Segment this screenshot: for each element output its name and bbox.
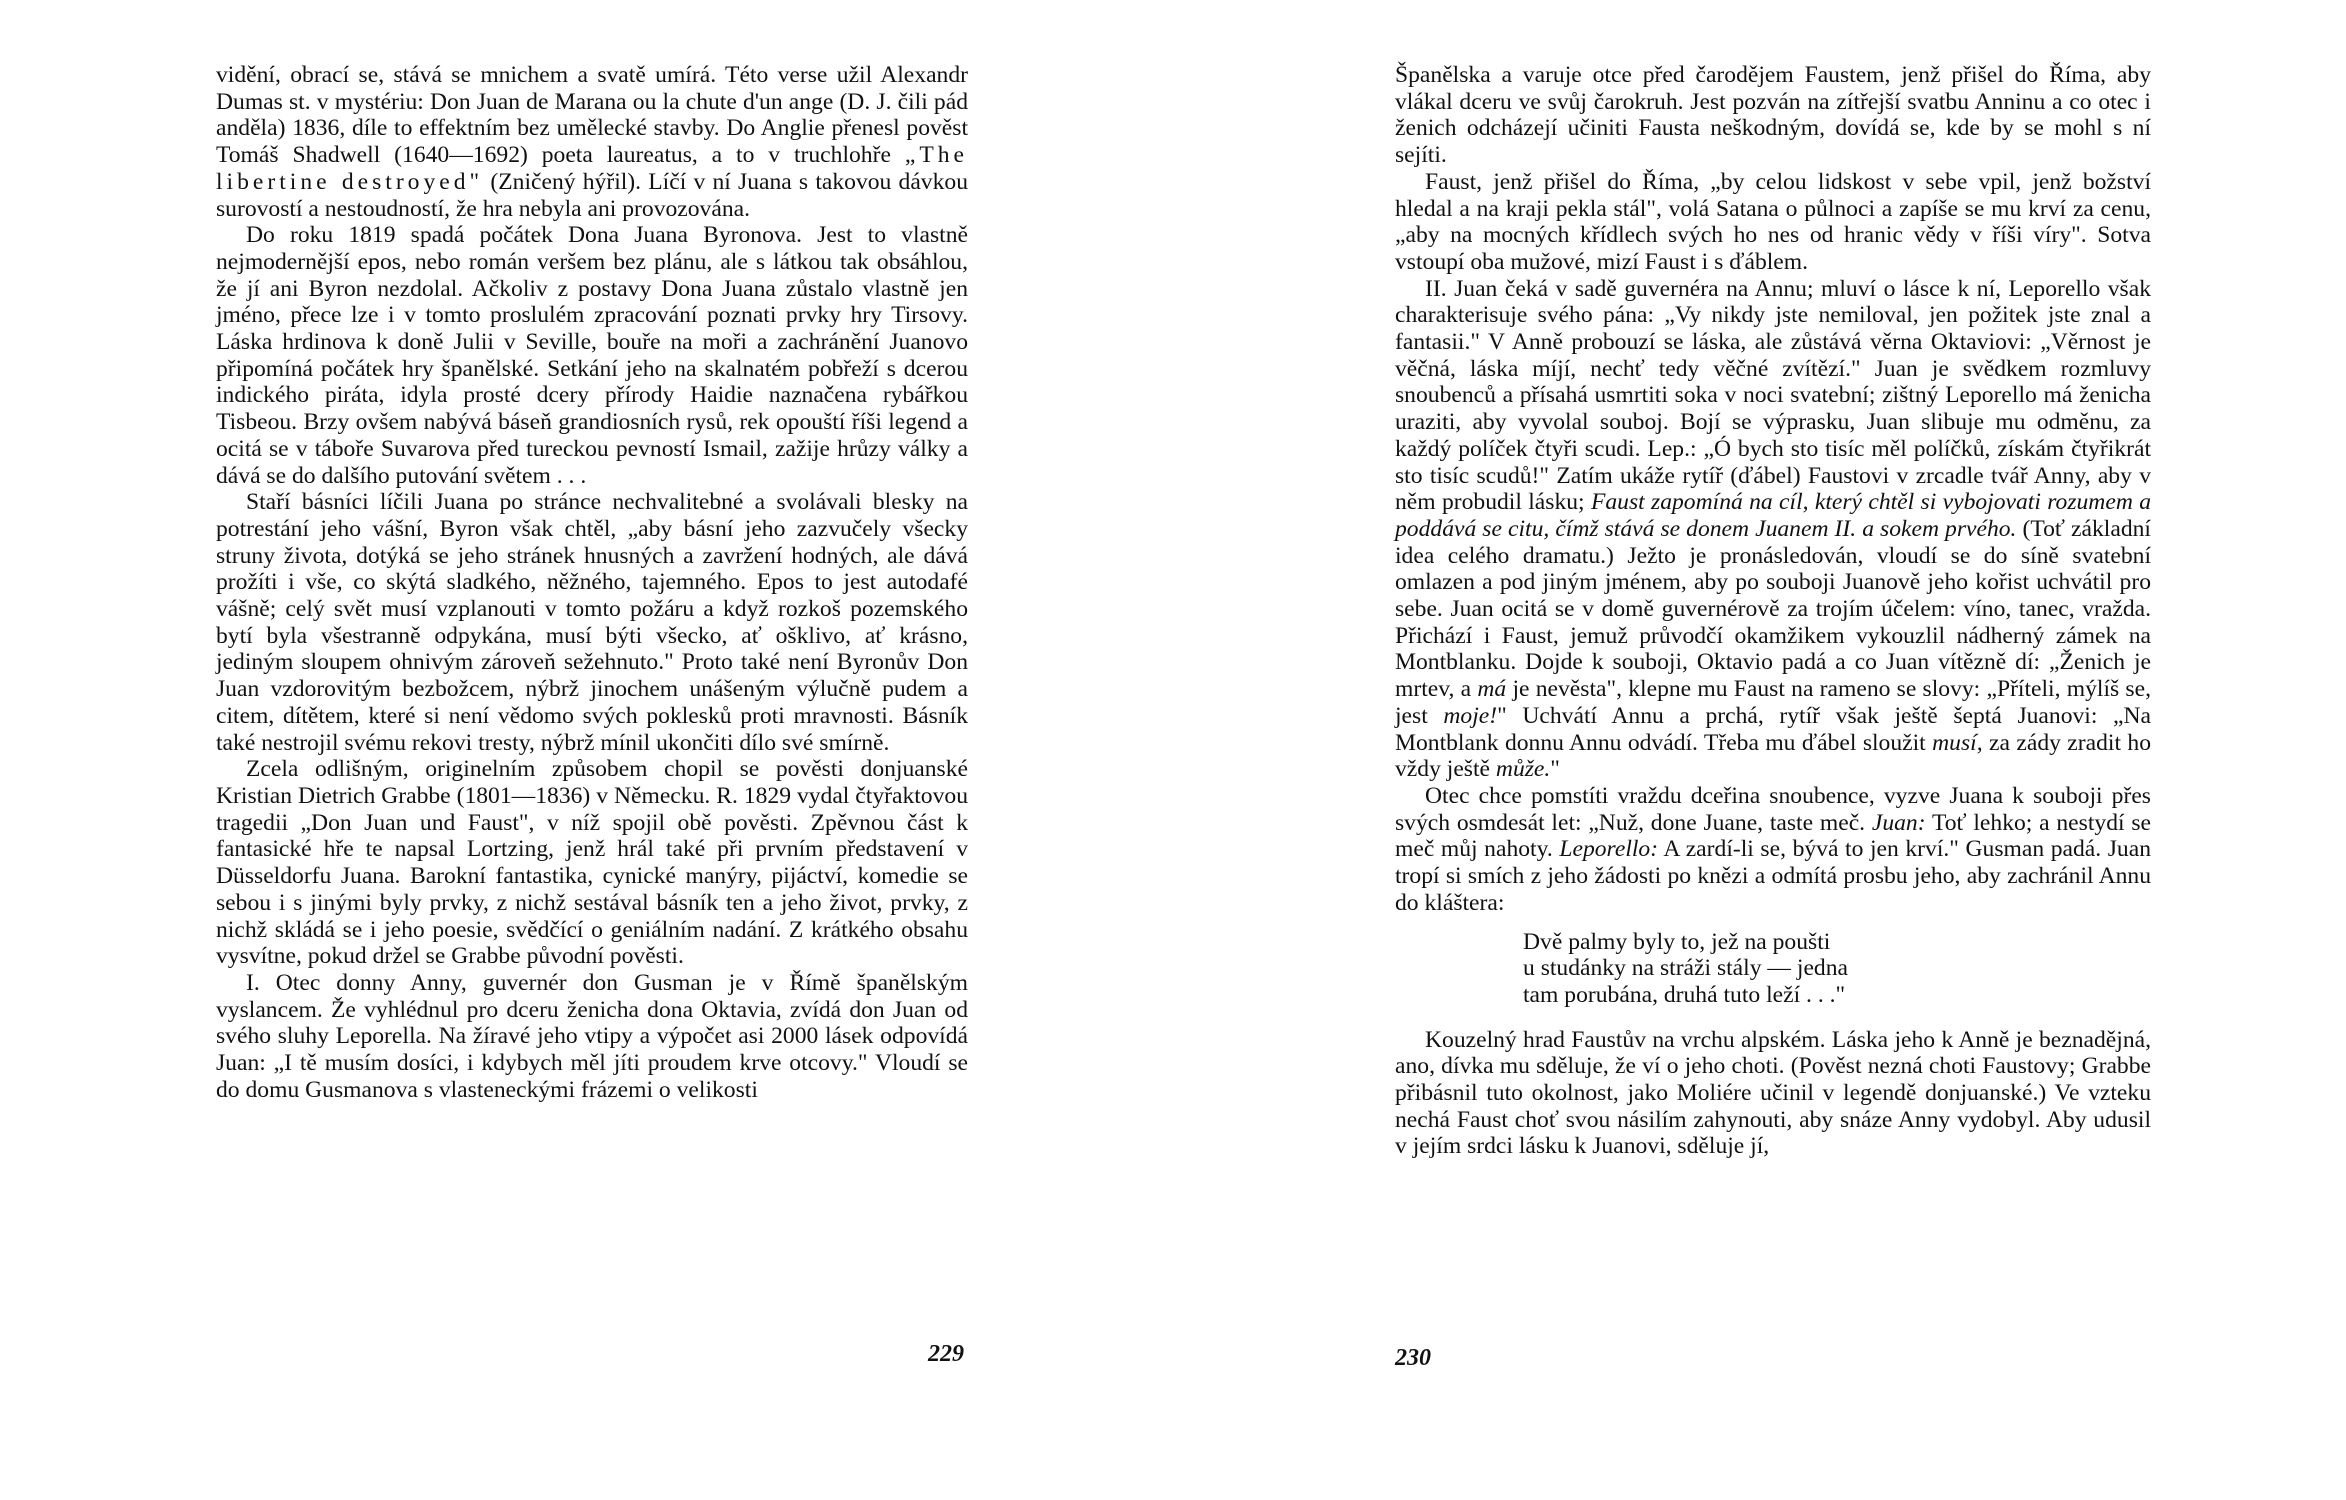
paragraph: Španělska a varuje otce před čarodějem Faustem, jenž přišel do Říma, aby vlákal dceru ve svůj čarokruh. Jest pozván na zítřejší svatbu Anninu a co otec i ženich odcházejí učiniti Fausta neškodným, dovídá se, kde by se mohl s ní sejíti.: [1395, 62, 2151, 169]
text-run: A zardí-li se, bývá to jen krví." Gusman padá. Juan tropí si smích z jeho žádosti po knězi a odmítá prosbu jeho, aby zachránil Annu do kláštera:: [1395, 836, 2151, 916]
paragraph: Faust, jenž přišel do Říma, „by celou lidskost v sebe vpil, jenž božství hledal a na kraji pekla stál", volá Satana o půlnoci a zapíše se mu krví za cenu, „aby na mocných křídlech svých ho nes od hranic vědy v říši víry". Sotva vstoupí oba mužové, mizí Faust i s ďáblem.: [1395, 168, 2151, 275]
right-page: [1395, 62, 2151, 1160]
text-run: (Toť základní idea celého dramatu.) Ježto je pronásledován, vloudí se do síně svatební omlazen a pod jiným jménem, aby po souboji Juanově jeho kořist uchvátil pro sebe. Juan ocitá se v domě guvernérově za trojím účelem: víno, tanec, vražda. Přichází i Faust, jemuž průvodčí okamžikem vykouzlil nádherný zámek na Montblanku. Dojde k souboji, Oktavio padá a co Juan vítězně dí: „Ženich je mrtev, a: [1395, 515, 2151, 703]
text-run: je nevěsta", klepne mu Faust na rameno se slovy: „Příteli, mýlíš se, jest: [1395, 676, 2151, 729]
paragraph: Do roku 1819 spadá počátek Dona Juana Byronova. Jest to vlastně nejmodernější epos, nebo román veršem bez plánu, ale s látkou tak obsáhlou, že jí ani Byron nezdolal. Ačkoliv z postavy Dona Juana zůstalo vlastně jen jméno, přece lze i v tomto proslulém zpracování poznati prvky hry Tirsovy. Láska hrdinova k doně Julii v Seville, bouře na moři a zachránění Juanovo připomíná počátek hry španělské. Setkání jeho na skalnatém pobřeží s dcerou indického piráta, idyla prosté dcery přírody Haidie naznačena rybářkou Tisbeou. Brzy ovšem nabývá báseň grandiosních rysů, rek opouští říši legend a ocitá se v táboře Suvarova před tureckou pevností Ismail, zažije hrůzy války a dává se do dalšího putování světem . . .: [216, 222, 968, 489]
poem-line: tam porubána, druhá tuto leží . . .": [1523, 981, 1846, 1008]
paragraph: Staří básníci líčili Juana po stránce nechvalitebné a svolávali blesky na potrestání jeho vášní, Byron však chtěl, „aby básní jeho zazvučely všecky struny života, dotýká se jeho stránek hnusných a zavržení hodných, ale dává prožíti i vše, co skýtá sladkého, něžného, tajemného. Epos to jest autodafé vášně; celý svět musí vzplanouti v tomto požáru a když rozkoš pozemského bytí byla všestranně odpykána, musí býti všecko, ať ošklivo, ať krásno, jediným sloupem ohnivým zároveň sežehnuto." Proto také není Byronův Don Juan vzdorovitým bezbožcem, nýbrž jinochem unášeným výlučně pudem a citem, dítětem, které si není vědomo svých poklesků proti mravnosti. Básník také nestrojil svému rekovi tresty, nýbrž mínil ukončiti dílo své smírně.: [216, 489, 968, 756]
text-run: vidění, obrací se, stává se mnichem a svatě umírá. Této verse užil Alexandr Dumas st. v mystériu: Don Juan de Marana ou la chute d'un ange (D. J. čili pád anděla) 1836, díle to effektním bez umělecké stavby. Do Anglie přenesl pověst Tomáš Shadwell (1640—1692) poeta laureatus, a to v truchlohře: [216, 62, 968, 169]
text-run: II. Juan čeká v sadě guvernéra na Annu; mluví o lásce k ní, Leporello však charakterisuje svého pána: „Vy nikdy jste nemiloval, jen požitek jste znal a fantasii." V Anně probouzí se láska, ale zůstává věrna Oktaviovi: „Věrnost je věčná, láska míjí, nechť tedy věčné zvítězí." Juan je svědkem rozmluvy snoubenců a přísahá usmrtiti soka v noci svatební; zištný Leporello má ženicha uraziti, aby vyvolal souboj. Bojí se výprasku, Juan slibuje mu odměnu, za každý políček čtyři scudi. Lep.: „Ó bych sto tisíc měl políčků, získám čtyřikrát sto tisíc scudů!" Zatím ukáže rytíř (ďábel) Faustovi v zrcadle tvář Anny, aby v něm probudil lásku;: [1395, 275, 2151, 516]
paragraph: [216, 62, 968, 222]
paragraph: [1395, 276, 2151, 783]
text-run: (Zničený hýřil). Líčí v ní Juana s takovou dávkou surovostí a nestoudností, že hra nebyla ani provozována.: [216, 168, 968, 222]
text-run-spaced: „The libertine destroyed": [216, 142, 968, 195]
paragraph: [1395, 783, 2151, 917]
italic-run: Faust zapomíná na cíl, který chtěl si vybojovati rozumem a poddává se citu, čímž stává se donem Juanem II. a sokem prvého.: [1395, 489, 2151, 542]
italic-run: Leporello:: [1559, 836, 1659, 863]
text-run: za zády zradit ho vždy ještě: [1395, 729, 2151, 783]
italic-run: Juan:: [1871, 809, 1926, 836]
poem-quote: [1395, 929, 2151, 1009]
italic-run: musí,: [1932, 729, 1983, 756]
poem-line: Dvě palmy byly to, jež na poušti: [1523, 928, 1831, 955]
left-page: [216, 62, 968, 1103]
poem-line: u studánky na stráži stály — jedna: [1523, 955, 1848, 982]
page-number-right: 230: [1395, 1345, 1431, 1371]
italic-run: moje!: [1443, 702, 1498, 729]
text-run: Toť lehko; a nestydí se meč můj nahoty.: [1395, 809, 2151, 863]
text-run: Otec chce pomstíti vraždu dceřina snoubence, vyzve Juana k souboji přes svých osmdesát let: „Nuž, done Juane, taste meč.: [1395, 782, 2151, 836]
text-run: " Uchvátí Annu a prchá, rytíř však ještě šeptá Juanovi: „Na Montblank donnu Annu odvádí. Třeba mu ďábel sloužit: [1395, 702, 2151, 756]
page-number-left: 229: [928, 1341, 964, 1367]
text-run: ": [1550, 756, 1560, 783]
italic-run: může.: [1495, 756, 1551, 783]
paragraph: Zcela odlišným, originelním způsobem chopil se pověsti donjuanské Kristian Dietrich Grabbe (1801—1836) v Německu. R. 1829 vydal čtyřaktovou tragedii „Don Juan und Faust", v níž spojil obě pověsti. Zpěvnou část k fantasické hře te napsal Lortzing, jenž hrál také při prvním představení v Düsseldorfu Juana. Barokní fantastika, cynické manýry, pijáctví, komedie se sebou i s jinými byly prvky, z nichž sestával básník ten a jeho život, prvky, z nichž skládá se i jeho poesie, svědčící o geniálním nadání. Z krátkého obsahu vysvítne, pokud držel se Grabbe původní pověsti.: [216, 756, 968, 970]
paragraph: Kouzelný hrad Faustův na vrchu alpském. Láska jeho k Anně je beznadějná, ano, dívka mu sděluje, že ví o jeho choti. (Pověst nezná choti Faustovy; Grabbe přibásnil tuto okolnost, jako Moliére učinil v legendě donjuanské.) Ve vzteku nechá Faust choť svou násilím zahynouti, aby snáze Anny vydobyl. Aby udusil v jejím srdci lásku k Juanovi, sděluje jí,: [1395, 1026, 2151, 1160]
italic-run: má: [1477, 676, 1507, 703]
paragraph: I. Otec donny Anny, guvernér don Gusman je v Římě španělským vyslancem. Že vyhlédnul pro dceru ženicha dona Oktavia, zvídá don Juan od svého sluhy Leporella. Na žíravé jeho vtipy a výpočet asi 2000 lásek odpovídá Juan: „I tě musím dosíci, i kdybych měl jíti proudem krve otcovy." Vloudí se do domu Gusmanova s vlasteneckými frázemi o velikosti: [216, 969, 968, 1103]
